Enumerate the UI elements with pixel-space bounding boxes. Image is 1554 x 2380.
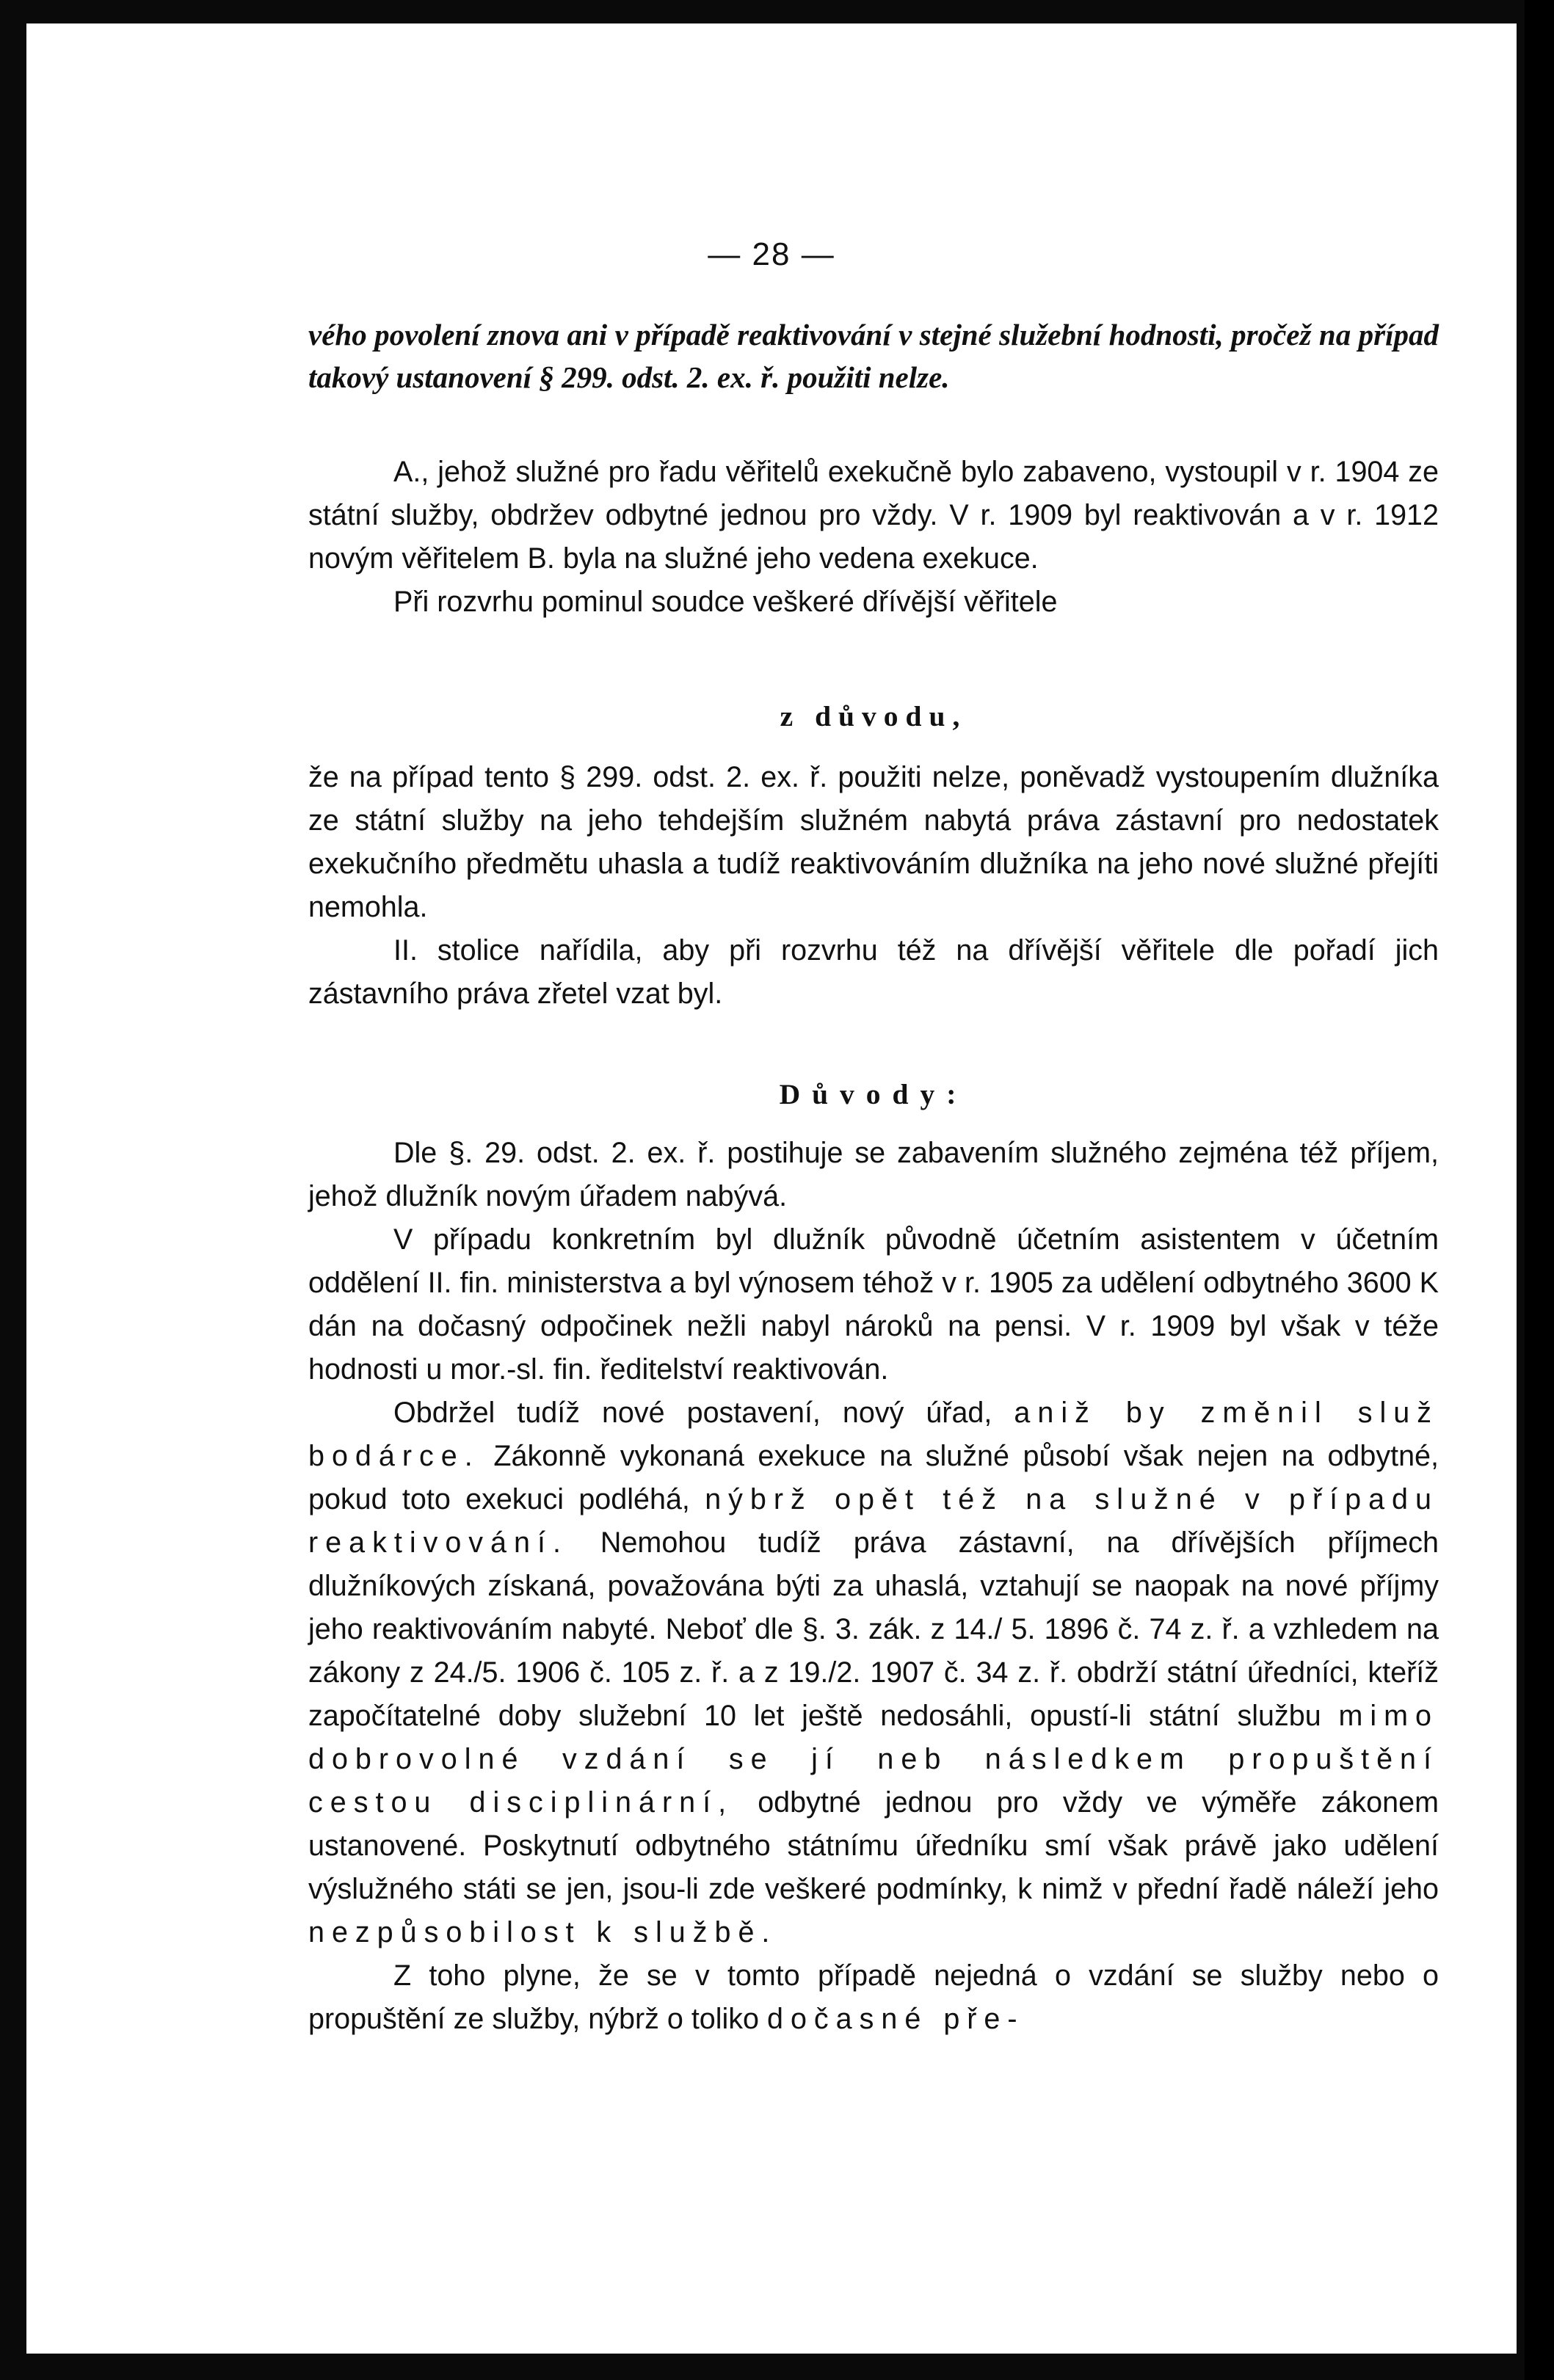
paragraph-f: V případu konkretním byl dlužník původně účetním asistentem v účetním oddělení II. fin. ministerstva a byl výnosem téhož v r. 1905 za udělení odbytného 3600 K dán na dočasný odpočinek nežli nabyl nároků na pensi. V r. 1909 byl však v téže hodnosti u mor.-sl. fin. ředitelství reaktivován.: [308, 1223, 1439, 1386]
paragraph-h-spaced-1: dočasné pře-: [767, 2003, 1025, 2035]
scan-right-edge: [1525, 0, 1554, 2380]
paragraph-d: II. stolice nařídila, aby při rozvrhu též na dřívější věřitele dle pořadí jich zástavního práva zřetel vzat byl.: [308, 934, 1439, 1010]
paragraph-a: A., jehož služné pro řadu věřitelů exekučně bylo zabaveno, vystoupil v r. 1904 ze státní služby, obdržev odbytné jednou pro vždy. V r. 1909 byl reaktivován a v r. 1912 novým věřitelem B. byla na služné jeho vedena exekuce.: [308, 456, 1439, 575]
paragraph-g-spaced-4: nezpůsobilost k službě.: [308, 1916, 777, 1948]
intro-italic-text: vého povolení znova ani v případě reaktivování v stejné služební hodnosti, pročež na případ takový ustanovení § 299. odst. 2. ex. ř. použiti nelze.: [308, 318, 1439, 394]
body-block-3: [308, 1132, 1439, 2041]
intro-block: [308, 313, 1439, 399]
body-block-1: [308, 451, 1439, 624]
heading-duvody-block: [308, 1073, 1439, 1116]
paragraph-g-spaced-2: nýbrž opět též na služné v případu reaktivování.: [308, 1483, 1439, 1559]
heading-z-duvodu-block: [308, 695, 1439, 738]
paragraph-h: [308, 1954, 1439, 2041]
page-number: — 28 —: [708, 236, 835, 272]
paragraph-h-text-1: Z toho plyne, že se v tomto případě nejedná o vzdání se služby nebo o propuštění ze služby, nýbrž o toliko: [308, 1959, 1439, 2035]
paragraph-g-text-2: Zákonně vykonaná exekuce na služné působí však nejen na odbytné, pokud toto exekuci podléhá,: [308, 1440, 1439, 1515]
document-page: [26, 23, 1517, 2354]
paragraph-g-spaced-3: mimo dobrovolné vzdání se jí neb následkem propuštění cestou disciplinární,: [308, 1700, 1439, 1819]
paragraph-g-text-3: Nemohou tudíž práva zástavní, na dřívějších příjmech dlužníkových získaná, považována býti za uhaslá, vztahují se naopak na nové příjmy jeho reaktivováním nabyté. Neboť dle §. 3. zák. z 14./ 5. 1896 č. 74 z. ř. a vzhledem na zákony z 24./5. 1906 č. 105 z. ř. a z 19./2. 1907 č. 34 z. ř. obdrží státní úředníci, kteříž započítatelné doby služební 10 let ještě nedosáhli, opustí-li státní službu: [308, 1526, 1439, 1732]
heading-z-duvodu: z důvodu,: [780, 700, 967, 732]
body-block-2: [308, 756, 1439, 1016]
paragraph-g: [308, 1391, 1439, 1954]
paragraph-g-text-1: Obdržel tudíž nové postavení, nový úřad,: [393, 1397, 1014, 1429]
paragraph-b: Při rozvrhu pominul soudce veškeré dřívější věřitele: [393, 586, 1058, 618]
paragraph-g-spaced-1: aniž by změnil služ bodárce.: [308, 1397, 1439, 1472]
paragraph-c: že na případ tento § 299. odst. 2. ex. ř. použiti nelze, poněvadž vystoupením dlužníka ze státní služby na jeho tehdejším služném nabytá práva zástavní pro nedostatek exekučního předmětu uhasla a tudíž reaktivováním dlužníka na jeho nové služné přejíti nemohla.: [308, 761, 1439, 923]
heading-duvody: Důvody:: [779, 1078, 968, 1110]
paragraph-g-text-4: odbytné jednou pro vždy ve výměře zákonem ustanovené. Poskytnutí odbytného státnímu úředníku smí však právě jako udělení výslužného státi se jen, jsou-li zde veškeré podmínky, k nimž v přední řadě náleží jeho: [308, 1786, 1439, 1905]
paragraph-e: Dle §. 29. odst. 2. ex. ř. postihuje se zabavením služného zejména též příjem, jehož dlužník novým úřadem nabývá.: [308, 1137, 1439, 1212]
